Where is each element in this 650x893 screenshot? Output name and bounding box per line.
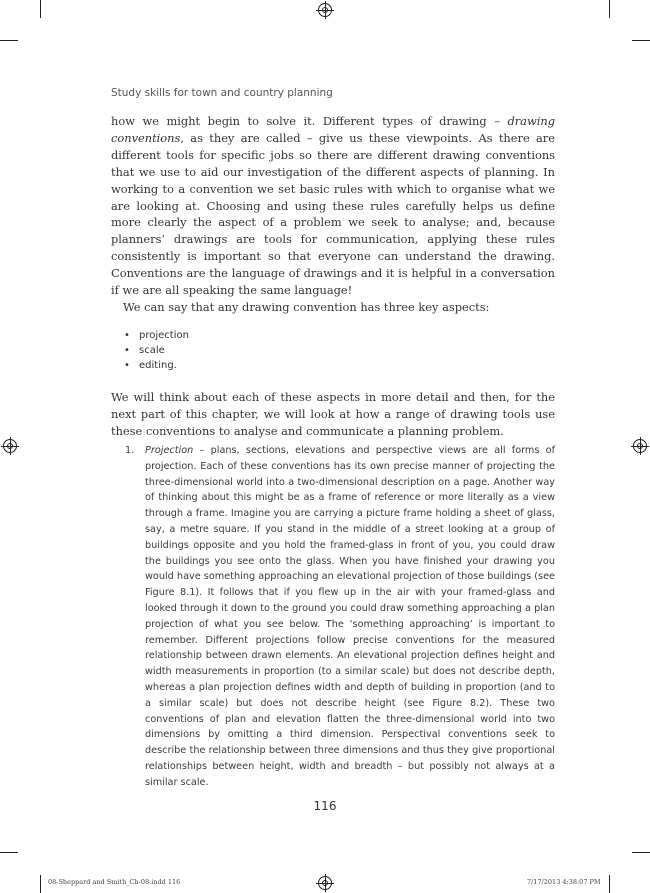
list-item: • projection (125, 328, 555, 343)
list-item: • editing. (125, 358, 555, 373)
intro-paragraph (111, 113, 555, 299)
body-text (111, 113, 555, 440)
item-number: 1. (125, 445, 135, 456)
slug-file-info: 08-Sheppard and Smith_Ch-08.indd 116 (48, 878, 181, 886)
slug-timestamp: 7/17/2013 4:38:07 PM (527, 878, 601, 886)
aspects-intro: We can say that any drawing convention has three key aspects: (123, 299, 490, 314)
registration-mark-right-icon (633, 439, 647, 453)
intro-text-1: how we might begin to solve it. Different types of drawing – (111, 114, 508, 128)
crop-mark-bottom-left-v (40, 875, 41, 893)
crop-mark-bottom-right-h (632, 852, 650, 853)
following-paragraph: We will think about each of these aspects in more detail and then, for the next part of this chapter, we will look at how a range of drawing tools use these conventions to analyse and communicate a planning problem. (111, 389, 555, 438)
registration-mark-left-icon (3, 439, 17, 453)
item-term: Projection (145, 445, 194, 456)
registration-mark-top-icon (318, 3, 332, 17)
aspects-list (111, 328, 555, 373)
intro-text-2: , as they are called – give us these viewpoints. As there are different tools for specific jobs so there are different drawing conventions that we use to aid our investigation of the different aspects of planning. In working to a convention we set basic rules with which to organise what we are looking at. Choosing and using these rules carefully helps us define more clearly the aspect of a problem we seek to analyse; and, because planners’ drawings are tools for communication, applying these rules consistently is important so that everyone can understand the drawing. Conventions are the language of drawings and it is helpful in a conversation if we are all speaking the same language! (111, 130, 555, 298)
intro-italic-term: drawing conventions (111, 114, 555, 145)
crop-mark-bottom-left-h (0, 852, 18, 853)
running-head: Study skills for town and country planning (111, 87, 333, 99)
crop-mark-top-right-h (632, 40, 650, 41)
item-body (145, 443, 555, 791)
numbered-item-projection (125, 443, 555, 791)
page-number: 116 (313, 799, 337, 813)
crop-mark-bottom-right-v (609, 875, 610, 893)
crop-mark-top-left-v (40, 0, 41, 18)
registration-mark-bottom-icon (318, 876, 332, 890)
list-item: • scale (125, 343, 555, 358)
crop-mark-top-right-v (609, 0, 610, 18)
crop-mark-top-left-h (0, 40, 18, 41)
item-text: – plans, sections, elevations and perspective views are all forms of projection. Each of these conventions has its own precise manner of projecting the three-dimensional world into a two-dimensional description on a page. Another way of thinking about this might be as a frame of reference or more literally as a view through a frame. Imagine you are carrying a picture frame holding a sheet of glass, say, a metre square. If you stand in the middle of a street looking at a group of buildings opposite and you hold the framed-glass in front of you, you could draw the buildings you see onto the glass. When you have finished your drawing you would have something approaching an elevational projection of those buildings (see Figure 8.1). It follows that if you flew up in the air with your framed-glass and looked through it down to the ground you could draw something approaching a plan projection of what you see below. The ‘something approaching’ is important to remember. Different projections follow precise conventions for the measured relationship between drawn elements. An elevational projection defines height and width measurements in proportion (to a similar scale) but does not describe depth, whereas a plan projection defines width and depth of building in proportion (and to a similar scale) but does not describe height (see Figure 8.2). These two conventions of plan and elevation flatten the three-dimensional world into two dimensions by omitting a third dimension. Perspectival conventions seek to describe the relationship between three dimensions and thus they give proportional relationships between height, width and breadth – but possibly not always at a similar scale. (145, 445, 555, 788)
